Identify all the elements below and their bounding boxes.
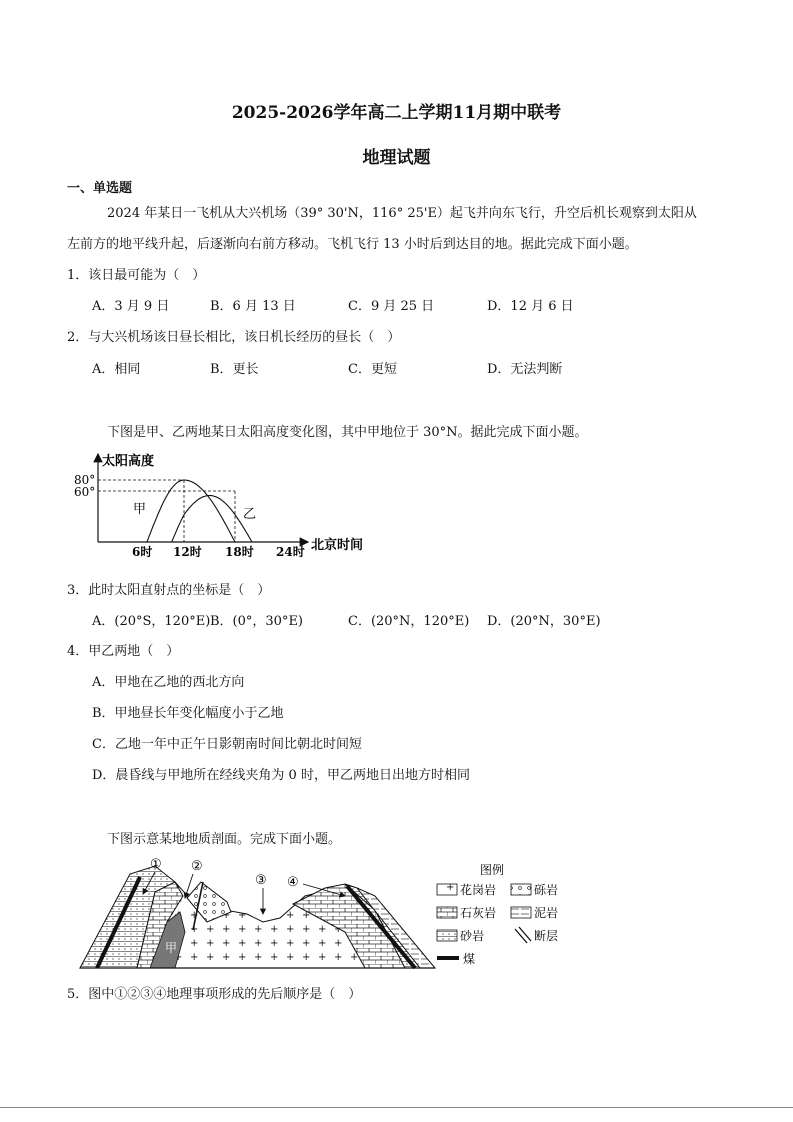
page-bottom-rule <box>0 1107 793 1108</box>
legend-limestone: 石灰岩 <box>460 906 497 920</box>
passage1-line1: 2024 年某日一飞机从大兴机场（39° 30'N，116° 25'E）起飞并向东飞行，升空后机长观察到太阳从 <box>107 206 697 221</box>
marker-3: ③ <box>255 873 267 888</box>
marker-1: ① <box>150 857 162 872</box>
question-1-option-b: B．6 月 13 日 <box>210 299 296 314</box>
exam-title: 2025-2026学年高二上学期11月期中联考 <box>231 103 562 123</box>
question-2-stem: 2．与大兴机场该日昼长相比，该日机长经历的昼长（ ） <box>67 330 401 345</box>
question-2-option-c: C．更短 <box>348 362 397 377</box>
question-2-option-a: A．相同 <box>92 362 141 377</box>
passage2: 下图是甲、乙两地某日太阳高度变化图，其中甲地位于 30°N。据此完成下面小题。 <box>107 425 588 440</box>
question-3-option-d: D．(20°N，30°E) <box>487 614 601 629</box>
question-4-option-c: C．乙地一年中正午日影朝南时间比朝北时间短 <box>92 737 362 752</box>
question-4-option-b: B．甲地昼长年变化幅度小于乙地 <box>92 706 284 721</box>
question-5-stem: 5．图中①②③④地理事项形成的先后顺序是（ ） <box>67 987 362 1002</box>
question-1-option-d: D．12 月 6 日 <box>487 299 574 314</box>
legend-gravel: 砾岩 <box>534 883 559 897</box>
legend-swatch-sandstone <box>437 930 457 941</box>
y-tick-80: 80° <box>74 473 96 487</box>
legend-title: 图例 <box>480 863 505 877</box>
legend-swatch-coal <box>437 956 459 960</box>
intrusion-jia-label: 甲 <box>165 941 178 955</box>
x-tick-24: 24时 <box>276 545 305 559</box>
marker-4: ④ <box>287 875 299 890</box>
section-heading: 一、单选题 <box>67 181 133 196</box>
legend-swatch-fault-a <box>515 929 527 943</box>
legend-swatch-granite <box>437 884 457 895</box>
question-4-option-d: D．晨昏线与甲地所在经线夹角为 0 时，甲乙两地日出地方时相同 <box>92 768 470 783</box>
question-2-option-d: D．无法判断 <box>487 362 563 377</box>
legend-coal: 煤 <box>463 952 476 966</box>
legend-swatch-fault-b <box>519 927 531 941</box>
question-4-option-a: A．甲地在乙地的西北方向 <box>92 675 245 690</box>
y-axis-label: 太阳高度 <box>102 454 155 469</box>
question-3-option-b: B．(0°，30°E) <box>210 614 303 629</box>
question-1-stem: 1．该日最可能为（ ） <box>67 268 206 283</box>
question-2-option-b: B．更长 <box>210 362 259 377</box>
series-jia-curve <box>147 480 235 542</box>
x-axis-label: 北京时间 <box>311 538 364 553</box>
question-3-stem: 3．此时太阳直射点的坐标是（ ） <box>67 583 271 598</box>
legend-swatch-gravel <box>511 884 531 895</box>
legend-sandstone: 砂岩 <box>460 929 485 943</box>
series-yi-label: 乙 <box>243 507 257 522</box>
passage3: 下图示意某地地质剖面。完成下面小题。 <box>107 832 342 847</box>
question-4-stem: 4．甲乙两地（ ） <box>67 644 180 659</box>
legend-fault: 断层 <box>534 929 559 943</box>
series-jia-label: 甲 <box>133 502 147 517</box>
legend-mudstone: 泥岩 <box>534 906 559 920</box>
question-3-option-c: C．(20°N，120°E) <box>348 614 470 629</box>
legend-swatch-mudstone <box>511 907 531 918</box>
marker-2: ② <box>191 859 203 874</box>
geologic-section-diagram <box>75 852 575 974</box>
question-3-option-a: A．(20°S，120°E) <box>92 614 211 629</box>
exam-subtitle: 地理试题 <box>362 148 431 168</box>
legend-granite: 花岗岩 <box>460 883 497 897</box>
question-1-option-a: A．3 月 9 日 <box>92 299 170 314</box>
legend-swatch-limestone <box>437 907 457 918</box>
y-tick-60: 60° <box>74 485 96 499</box>
x-tick-6: 6时 <box>132 545 153 559</box>
solar-altitude-chart <box>70 450 380 565</box>
passage1-line2: 左前方的地平线升起，后逐渐向右前方移动。飞机飞行 13 小时后到达目的地。据此完成下面小题。 <box>67 237 638 252</box>
x-tick-12: 12时 <box>173 545 202 559</box>
x-tick-18: 18时 <box>225 545 254 559</box>
question-1-option-c: C．9 月 25 日 <box>348 299 435 314</box>
